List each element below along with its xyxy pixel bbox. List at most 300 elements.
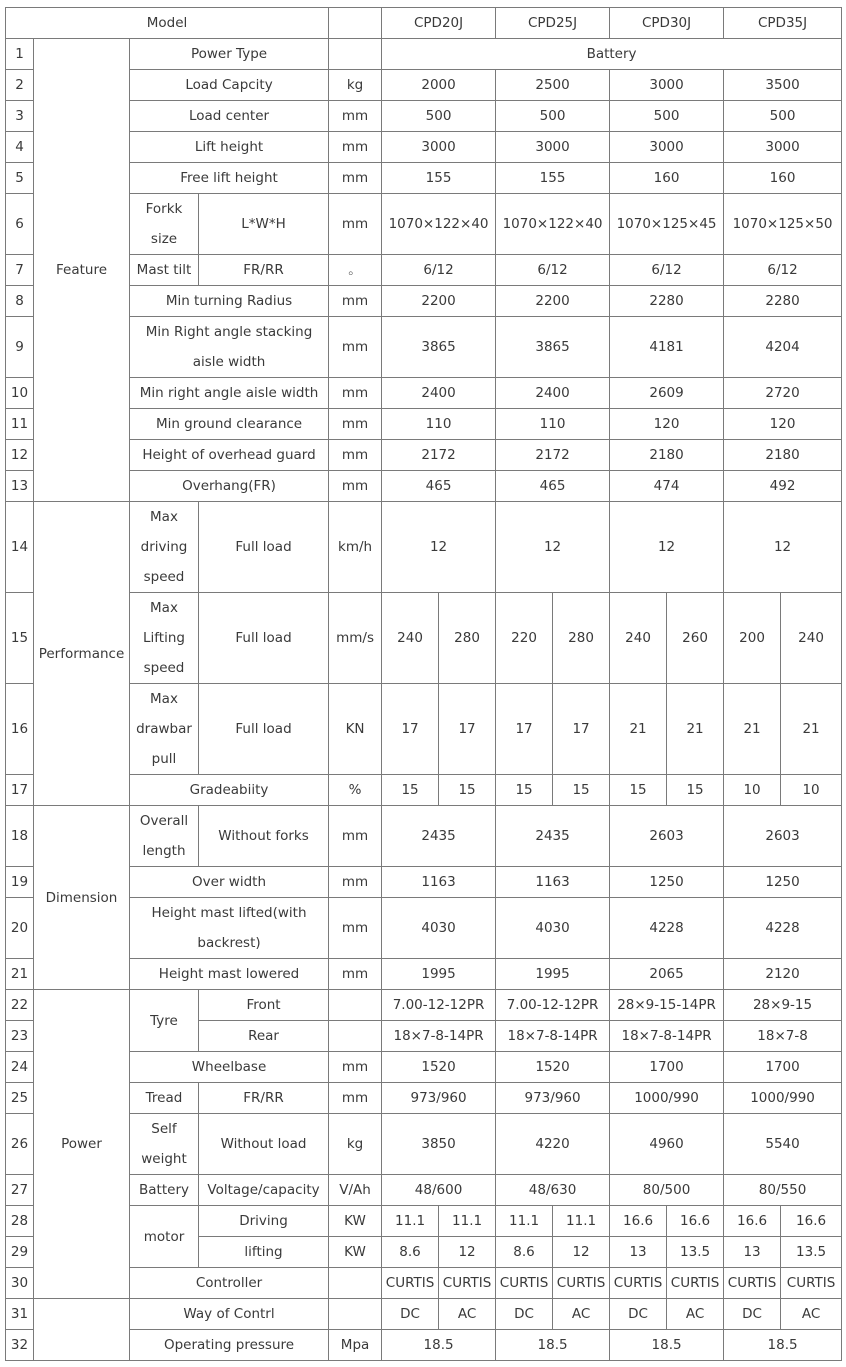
value-cell: CURTIS [610, 1268, 667, 1299]
unit-cell: mm [329, 286, 382, 317]
table-row [6, 806, 842, 867]
unit-cell: mm [329, 409, 382, 440]
value-cell: 240 [781, 593, 842, 684]
row-label: Min Right angle stacking aisle width [130, 317, 329, 378]
value-cell: DC [496, 1299, 553, 1330]
value-cell: 3000 [610, 70, 724, 101]
row-number: 29 [6, 1237, 34, 1268]
unit-cell [329, 990, 382, 1021]
value-cell: 3865 [496, 317, 610, 378]
table-row [6, 409, 842, 440]
value-cell: 1070×125×45 [610, 194, 724, 255]
row-number: 26 [6, 1114, 34, 1175]
value-cell: 2120 [724, 959, 842, 990]
unit-cell: V/Ah [329, 1175, 382, 1206]
value-cell: 280 [553, 593, 610, 684]
row-label: Free lift height [130, 163, 329, 194]
value-cell: 4960 [610, 1114, 724, 1175]
row-number: 14 [6, 502, 34, 593]
unit-cell: 。 [329, 255, 382, 286]
row-sublabel: Without load [199, 1114, 329, 1175]
row-label: Load center [130, 101, 329, 132]
table-row [6, 1330, 842, 1361]
row-label: Power Type [130, 39, 329, 70]
row-number: 1 [6, 39, 34, 70]
value-cell: 1070×125×50 [724, 194, 842, 255]
row-number: 30 [6, 1268, 34, 1299]
value-cell: 12 [724, 502, 842, 593]
model-cpd20j: CPD20J [382, 8, 496, 39]
row-label: motor [130, 1206, 199, 1268]
value-cell: 13.5 [781, 1237, 842, 1268]
value-cell: 80/500 [610, 1175, 724, 1206]
value-cell: 4228 [724, 898, 842, 959]
value-cell: 6/12 [610, 255, 724, 286]
row-sublabel: Full load [199, 593, 329, 684]
value-cell: 16.6 [724, 1206, 781, 1237]
row-number: 22 [6, 990, 34, 1021]
group-power: Power [34, 990, 130, 1299]
value-cell: 2200 [496, 286, 610, 317]
unit-cell: kg [329, 1114, 382, 1175]
row-sublabel: FR/RR [199, 255, 329, 286]
value-cell: 2065 [610, 959, 724, 990]
value-cell: 1250 [610, 867, 724, 898]
table-row [6, 471, 842, 502]
value-cell: CURTIS [724, 1268, 781, 1299]
row-label: Height mast lifted(with backrest) [130, 898, 329, 959]
value-cell: 6/12 [382, 255, 496, 286]
value-cell: 12 [496, 502, 610, 593]
row-label: Min right angle aisle width [130, 378, 329, 409]
row-number: 13 [6, 471, 34, 502]
row-label: Max driving speed [130, 502, 199, 593]
row-label: Self weight [130, 1114, 199, 1175]
value-cell: 2603 [610, 806, 724, 867]
row-label: Load Capcity [130, 70, 329, 101]
row-label: Tread [130, 1083, 199, 1114]
table-row [6, 378, 842, 409]
row-sublabel: Full load [199, 502, 329, 593]
table-row [6, 959, 842, 990]
value-cell: 240 [382, 593, 439, 684]
value-cell: 15 [553, 775, 610, 806]
row-number: 18 [6, 806, 34, 867]
table-row [6, 132, 842, 163]
table-row [6, 1206, 842, 1237]
value-cell: 1700 [610, 1052, 724, 1083]
value-cell: 18×7-8-14PR [610, 1021, 724, 1052]
row-number: 4 [6, 132, 34, 163]
value-cell: 240 [610, 593, 667, 684]
row-number: 24 [6, 1052, 34, 1083]
forklift-spec-table [5, 7, 842, 1361]
row-sublabel: Without forks [199, 806, 329, 867]
row-label: Height mast lowered [130, 959, 329, 990]
value-cell: 110 [382, 409, 496, 440]
value-cell: 11.1 [382, 1206, 439, 1237]
row-sublabel: Full load [199, 684, 329, 775]
value-cell: 13 [724, 1237, 781, 1268]
model-cpd30j: CPD30J [610, 8, 724, 39]
value-cell: 18×7-8-14PR [382, 1021, 496, 1052]
value-cell: 500 [610, 101, 724, 132]
value-cell: 6/12 [496, 255, 610, 286]
value-cell: CURTIS [667, 1268, 724, 1299]
row-label: Wheelbase [130, 1052, 329, 1083]
value-cell: 21 [610, 684, 667, 775]
value-cell: 4204 [724, 317, 842, 378]
unit-cell: mm/s [329, 593, 382, 684]
row-number: 15 [6, 593, 34, 684]
value-cell: 10 [781, 775, 842, 806]
value-cell: 12 [553, 1237, 610, 1268]
unit-cell: mm [329, 898, 382, 959]
row-sublabel: Front [199, 990, 329, 1021]
value-cell: 4220 [496, 1114, 610, 1175]
table-header-row [6, 8, 842, 39]
value-cell: 21 [667, 684, 724, 775]
unit-cell: mm [329, 317, 382, 378]
row-number: 28 [6, 1206, 34, 1237]
value-cell: CURTIS [553, 1268, 610, 1299]
value-cell: 2435 [496, 806, 610, 867]
row-number: 25 [6, 1083, 34, 1114]
value-cell: CURTIS [382, 1268, 439, 1299]
row-label: Gradeabiity [130, 775, 329, 806]
value-cell: 2400 [496, 378, 610, 409]
value-cell: 1163 [382, 867, 496, 898]
row-number: 20 [6, 898, 34, 959]
value-cell: 4030 [496, 898, 610, 959]
row-label: Max Lifting speed [130, 593, 199, 684]
value-cell: 13 [610, 1237, 667, 1268]
value-cell: 492 [724, 471, 842, 502]
value-cell: 4030 [382, 898, 496, 959]
value-cell: 18.5 [496, 1330, 610, 1361]
value-cell: 2172 [382, 440, 496, 471]
table-row [6, 255, 842, 286]
value-cell: 10 [724, 775, 781, 806]
row-label: Operating pressure [130, 1330, 329, 1361]
value-cell: Battery [382, 39, 842, 70]
value-cell: 16.6 [667, 1206, 724, 1237]
unit-cell: mm [329, 101, 382, 132]
row-sublabel: Voltage/capacity [199, 1175, 329, 1206]
value-cell: 3865 [382, 317, 496, 378]
value-cell: 200 [724, 593, 781, 684]
value-cell: 260 [667, 593, 724, 684]
value-cell: CURTIS [496, 1268, 553, 1299]
unit-cell: Mpa [329, 1330, 382, 1361]
unit-cell: kg [329, 70, 382, 101]
value-cell: 15 [667, 775, 724, 806]
unit-cell: mm [329, 867, 382, 898]
row-number: 5 [6, 163, 34, 194]
value-cell: 1000/990 [724, 1083, 842, 1114]
value-cell: DC [724, 1299, 781, 1330]
row-label: Forkk size [130, 194, 199, 255]
table-row [6, 194, 842, 255]
value-cell: 7.00-12-12PR [382, 990, 496, 1021]
value-cell: 6/12 [724, 255, 842, 286]
table-row [6, 1268, 842, 1299]
value-cell: 28×9-15 [724, 990, 842, 1021]
value-cell: 500 [382, 101, 496, 132]
value-cell: 16.6 [610, 1206, 667, 1237]
row-label: Height of overhead guard [130, 440, 329, 471]
unit-cell: km/h [329, 502, 382, 593]
value-cell: 1700 [724, 1052, 842, 1083]
value-cell: 15 [382, 775, 439, 806]
value-cell: 8.6 [382, 1237, 439, 1268]
value-cell: 3000 [724, 132, 842, 163]
row-number: 32 [6, 1330, 34, 1361]
unit-cell: mm [329, 1083, 382, 1114]
model-cpd35j: CPD35J [724, 8, 842, 39]
value-cell: 3000 [496, 132, 610, 163]
value-cell: 12 [382, 502, 496, 593]
row-number: 27 [6, 1175, 34, 1206]
value-cell: 1520 [382, 1052, 496, 1083]
table-row [6, 70, 842, 101]
value-cell: 120 [724, 409, 842, 440]
table-row [6, 898, 842, 959]
value-cell: 160 [610, 163, 724, 194]
row-number: 11 [6, 409, 34, 440]
row-label: Lift height [130, 132, 329, 163]
value-cell: 18.5 [382, 1330, 496, 1361]
table-row [6, 990, 842, 1021]
value-cell: 4228 [610, 898, 724, 959]
table-row [6, 1052, 842, 1083]
row-sublabel: Rear [199, 1021, 329, 1052]
row-number: 17 [6, 775, 34, 806]
value-cell: 15 [610, 775, 667, 806]
group-dimension: Dimension [34, 806, 130, 990]
table-row [6, 684, 842, 775]
value-cell: 4181 [610, 317, 724, 378]
value-cell: 1995 [382, 959, 496, 990]
value-cell: 21 [724, 684, 781, 775]
table-row [6, 39, 842, 70]
row-number: 12 [6, 440, 34, 471]
value-cell: 2180 [724, 440, 842, 471]
value-cell: 28×9-15-14PR [610, 990, 724, 1021]
row-sublabel: FR/RR [199, 1083, 329, 1114]
value-cell: 500 [496, 101, 610, 132]
value-cell: 120 [610, 409, 724, 440]
table-row [6, 1083, 842, 1114]
row-label: Way of Contrl [130, 1299, 329, 1330]
row-number: 6 [6, 194, 34, 255]
table-row [6, 286, 842, 317]
unit-cell: mm [329, 806, 382, 867]
unit-cell: mm [329, 471, 382, 502]
value-cell: 5540 [724, 1114, 842, 1175]
value-cell: 18.5 [724, 1330, 842, 1361]
value-cell: 15 [496, 775, 553, 806]
row-number: 9 [6, 317, 34, 378]
unit-header [329, 8, 382, 39]
group-empty [34, 1299, 130, 1361]
unit-cell: mm [329, 959, 382, 990]
value-cell: CURTIS [781, 1268, 842, 1299]
value-cell: AC [667, 1299, 724, 1330]
value-cell: 17 [553, 684, 610, 775]
row-label: Overall length [130, 806, 199, 867]
value-cell: 1000/990 [610, 1083, 724, 1114]
unit-cell: KW [329, 1237, 382, 1268]
value-cell: DC [382, 1299, 439, 1330]
model-cpd25j: CPD25J [496, 8, 610, 39]
value-cell: 155 [496, 163, 610, 194]
unit-cell: KN [329, 684, 382, 775]
table-row [6, 440, 842, 471]
model-header: Model [6, 8, 329, 39]
value-cell: 465 [496, 471, 610, 502]
value-cell: 48/630 [496, 1175, 610, 1206]
value-cell: 2500 [496, 70, 610, 101]
row-label: Battery [130, 1175, 199, 1206]
value-cell: 17 [382, 684, 439, 775]
value-cell: 12 [610, 502, 724, 593]
value-cell: 465 [382, 471, 496, 502]
table-row [6, 163, 842, 194]
row-number: 16 [6, 684, 34, 775]
table-row [6, 593, 842, 684]
value-cell: 17 [496, 684, 553, 775]
value-cell: 474 [610, 471, 724, 502]
value-cell: 18.5 [610, 1330, 724, 1361]
unit-cell: mm [329, 194, 382, 255]
value-cell: 3850 [382, 1114, 496, 1175]
value-cell: 16.6 [781, 1206, 842, 1237]
row-sublabel: lifting [199, 1237, 329, 1268]
value-cell: 2400 [382, 378, 496, 409]
row-sublabel: Driving [199, 1206, 329, 1237]
value-cell: 8.6 [496, 1237, 553, 1268]
row-label: Max drawbar pull [130, 684, 199, 775]
table-row [6, 1114, 842, 1175]
table-row [6, 101, 842, 132]
group-feature: Feature [34, 39, 130, 502]
unit-cell: % [329, 775, 382, 806]
unit-cell: mm [329, 163, 382, 194]
value-cell: 48/600 [382, 1175, 496, 1206]
value-cell: 21 [781, 684, 842, 775]
unit-cell [329, 1021, 382, 1052]
group-performance: Performance [34, 502, 130, 806]
value-cell: 1520 [496, 1052, 610, 1083]
value-cell: AC [553, 1299, 610, 1330]
unit-cell [329, 1299, 382, 1330]
value-cell: 2280 [724, 286, 842, 317]
value-cell: 2280 [610, 286, 724, 317]
value-cell: 2435 [382, 806, 496, 867]
value-cell: 220 [496, 593, 553, 684]
value-cell: 1070×122×40 [382, 194, 496, 255]
value-cell: 1995 [496, 959, 610, 990]
row-label: Tyre [130, 990, 199, 1052]
value-cell: 110 [496, 409, 610, 440]
unit-cell [329, 1268, 382, 1299]
value-cell: 12 [439, 1237, 496, 1268]
value-cell: 2720 [724, 378, 842, 409]
table-row [6, 867, 842, 898]
value-cell: CURTIS [439, 1268, 496, 1299]
unit-cell [329, 39, 382, 70]
value-cell: 2603 [724, 806, 842, 867]
row-label: Mast tilt [130, 255, 199, 286]
value-cell: 13.5 [667, 1237, 724, 1268]
value-cell: 973/960 [496, 1083, 610, 1114]
value-cell: 7.00-12-12PR [496, 990, 610, 1021]
value-cell: 160 [724, 163, 842, 194]
value-cell: 3000 [610, 132, 724, 163]
value-cell: AC [439, 1299, 496, 1330]
value-cell: 2200 [382, 286, 496, 317]
value-cell: 973/960 [382, 1083, 496, 1114]
row-label: Min ground clearance [130, 409, 329, 440]
row-number: 21 [6, 959, 34, 990]
row-number: 23 [6, 1021, 34, 1052]
table-row [6, 775, 842, 806]
value-cell: 2609 [610, 378, 724, 409]
value-cell: 3000 [382, 132, 496, 163]
row-label: Controller [130, 1268, 329, 1299]
value-cell: 17 [439, 684, 496, 775]
value-cell: 1250 [724, 867, 842, 898]
value-cell: 11.1 [496, 1206, 553, 1237]
value-cell: 3500 [724, 70, 842, 101]
row-number: 2 [6, 70, 34, 101]
value-cell: 15 [439, 775, 496, 806]
row-number: 10 [6, 378, 34, 409]
row-number: 7 [6, 255, 34, 286]
row-label: Over width [130, 867, 329, 898]
row-label: Overhang(FR) [130, 471, 329, 502]
value-cell: 11.1 [553, 1206, 610, 1237]
value-cell: 18×7-8-14PR [496, 1021, 610, 1052]
table-row [6, 502, 842, 593]
row-number: 3 [6, 101, 34, 132]
value-cell: 155 [382, 163, 496, 194]
value-cell: 1070×122×40 [496, 194, 610, 255]
unit-cell: KW [329, 1206, 382, 1237]
unit-cell: mm [329, 440, 382, 471]
value-cell: 280 [439, 593, 496, 684]
row-number: 8 [6, 286, 34, 317]
value-cell: DC [610, 1299, 667, 1330]
value-cell: 500 [724, 101, 842, 132]
row-number: 19 [6, 867, 34, 898]
value-cell: 2172 [496, 440, 610, 471]
value-cell: 1163 [496, 867, 610, 898]
row-number: 31 [6, 1299, 34, 1330]
unit-cell: mm [329, 378, 382, 409]
table-row [6, 1175, 842, 1206]
table-row [6, 317, 842, 378]
unit-cell: mm [329, 132, 382, 163]
row-sublabel: L*W*H [199, 194, 329, 255]
value-cell: 80/550 [724, 1175, 842, 1206]
value-cell: 18×7-8 [724, 1021, 842, 1052]
table-row [6, 1299, 842, 1330]
value-cell: 11.1 [439, 1206, 496, 1237]
row-label: Min turning Radius [130, 286, 329, 317]
value-cell: 2180 [610, 440, 724, 471]
